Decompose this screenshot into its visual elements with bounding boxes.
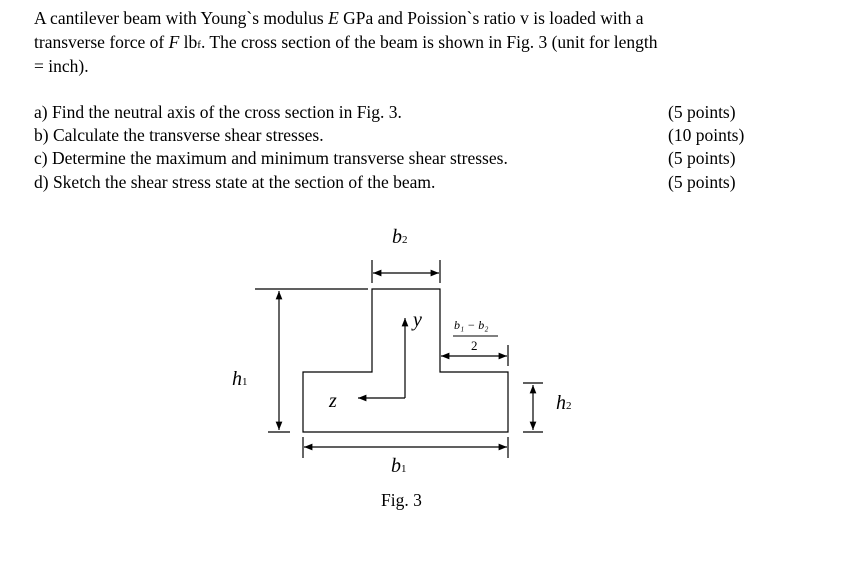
fraction-numerator: b₁ − b₂ [454, 318, 489, 332]
fraction-denominator: 2 [471, 338, 478, 353]
part-b: b) Calculate the transverse shear stresses. [34, 125, 324, 145]
points-c: (5 points) [668, 148, 736, 168]
z-axis-label: z [329, 390, 337, 412]
points-b: (10 points) [668, 125, 745, 145]
figure-caption: Fig. 3 [381, 490, 422, 510]
h1-label: h1 [232, 368, 248, 390]
y-axis-label: y [413, 309, 422, 331]
intro-line-2: transverse force of F lbf. The cross section of the beam is shown in Fig. 3 (unit for length [34, 32, 658, 52]
part-a: a) Find the neutral axis of the cross section in Fig. 3. [34, 102, 402, 122]
intro-line-3: = inch). [34, 56, 89, 76]
h2-label: h2 [556, 392, 572, 414]
intro-line-1: A cantilever beam with Young`s modulus E GPa and Poission`s ratio v is loaded with a [34, 8, 644, 28]
part-d: d) Sketch the shear stress state at the section of the beam. [34, 172, 436, 192]
points-d: (5 points) [668, 172, 736, 192]
b2-label: b2 [392, 226, 408, 248]
part-c: c) Determine the maximum and minimum transverse shear stresses. [34, 148, 508, 168]
b1-label: b1 [391, 455, 407, 477]
points-a: (5 points) [668, 102, 736, 122]
